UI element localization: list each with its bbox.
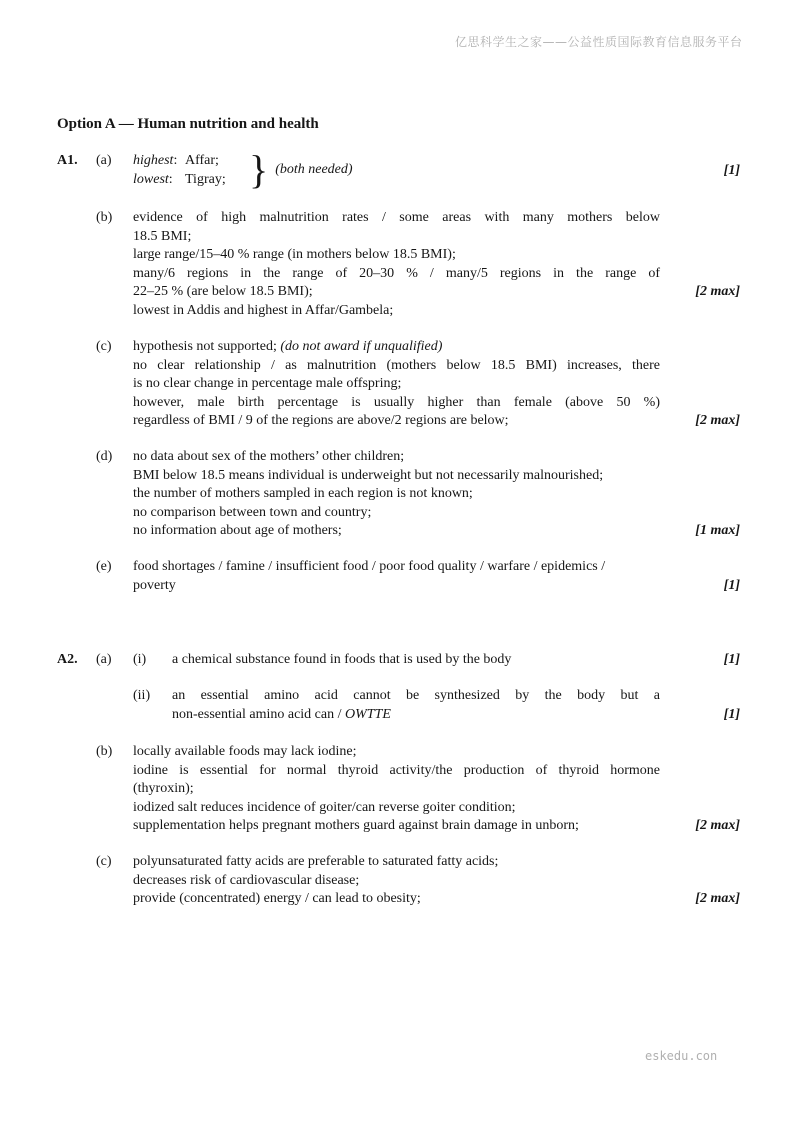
question-number: A2. [57, 652, 78, 667]
answer-line [133, 375, 740, 394]
answer-line-text: iodized salt reduces incidence of goiter/can reverse goiter condition; [133, 799, 516, 815]
part-label: (e) [96, 559, 112, 574]
values-column [185, 152, 249, 189]
part-label: (b) [96, 744, 113, 759]
answer-line-text: BMI below 18.5 means individual is underweight but not necessarily malnourished; [133, 467, 604, 483]
brace-glyph: } [249, 146, 269, 192]
answer-line-text: polyunsaturated fatty acids are preferable to saturated fatty acids; [133, 854, 499, 869]
answer-line-text: provide (concentrated) energy / can lead to obesity; [133, 891, 421, 906]
answer-line-text: 22–25 % (are below 18.5 BMI); [133, 284, 313, 299]
marks-badge: [2 max] [695, 818, 740, 833]
highest-value: Affar; [185, 153, 219, 168]
section-title-block [57, 115, 740, 134]
part-body [133, 651, 740, 670]
answer-line [133, 485, 740, 504]
part-body [133, 558, 740, 595]
answer-line-text: no comparison between town and country; [133, 504, 372, 520]
answer-line-text: non-essential amino acid can / OWTTE [172, 706, 391, 722]
marks-badge: [2 max] [695, 413, 740, 428]
highest-label: highest: [133, 153, 178, 168]
answer-line-text: locally available foods may lack iodine; [133, 744, 357, 759]
marks-badge: [2 max] [695, 284, 740, 299]
answer-line-text: large range/15–40 % range (in mothers below 18.5 BMI); [133, 247, 456, 262]
answer-line [133, 853, 740, 872]
marks-badge: [1 max] [695, 523, 740, 538]
highest-lowest-cluster [133, 146, 740, 192]
part-body [133, 146, 740, 192]
answer-line [133, 577, 740, 596]
marks-badge: [1] [723, 652, 740, 667]
answer-line-text: the number of mothers sampled in each region is not known; [133, 486, 473, 501]
answer-line [172, 706, 740, 725]
subpart-label: (ii) [133, 688, 151, 703]
answer-line [133, 246, 740, 265]
answer-line [172, 687, 740, 706]
part-label: (d) [96, 449, 113, 464]
answer-line-text: food shortages / famine / insufficient food / poor food quality / warfare / epidemics / [133, 559, 606, 574]
labels-column [133, 152, 185, 189]
part-label: (a) [96, 652, 112, 667]
part-label: (b) [96, 210, 113, 225]
part-label: (c) [96, 339, 112, 354]
answer-a2aii [57, 687, 740, 724]
answer-line-text: iodine is essential for normal thyroid activity/the production of thyroid hormone [133, 762, 660, 778]
answer-a2ai [57, 651, 740, 670]
answer-line-text: decreases risk of cardiovascular disease; [133, 872, 360, 888]
subpart-label: (i) [133, 652, 147, 667]
answer-line [133, 394, 740, 413]
part-body [133, 687, 740, 724]
answer-line-text: (thyroxin); [133, 781, 194, 796]
answer-a1e [57, 558, 740, 595]
question-number: A1. [57, 153, 78, 168]
answer-line-text: many/6 regions in the range of 20–30 % / many/5 regions in the range of [133, 265, 660, 281]
answer-line [133, 799, 740, 818]
part-label: (c) [96, 854, 112, 869]
lowest-label: lowest: [133, 171, 173, 187]
answer-line [133, 338, 740, 357]
subpart-body [172, 651, 740, 670]
part-body [133, 853, 740, 909]
answer-line [133, 228, 740, 247]
answer-line-text: a chemical substance found in foods that is used by the body [172, 652, 512, 667]
answer-line [133, 302, 740, 321]
header-watermark: 亿思科学生之家——公益性质国际教育信息服务平台 [455, 35, 743, 49]
page-title: Option A — Human nutrition and health [57, 116, 319, 132]
answer-line [133, 558, 740, 577]
answer-line [133, 780, 740, 799]
answer-line-text: however, male birth percentage is usually higher than female (above 50 %) [133, 394, 660, 410]
answer-a1d [57, 448, 740, 541]
answer-line-text: poverty [133, 577, 176, 593]
answer-a2b [57, 743, 740, 836]
answer-line-text: no information about age of mothers; [133, 523, 342, 538]
answer-line [133, 209, 740, 228]
answer-a1b [57, 209, 740, 320]
answer-line [133, 872, 740, 891]
footer-watermark: eskedu.con [645, 1049, 718, 1063]
answer-line [133, 504, 740, 523]
part-body [133, 209, 740, 320]
answer-line [172, 651, 740, 670]
marks-badge: [1] [723, 577, 740, 593]
answer-a1a [57, 146, 740, 192]
answer-line [133, 522, 740, 541]
answer-line [133, 743, 740, 762]
answer-line-text: evidence of high malnutrition rates / some areas with many mothers below [133, 210, 660, 225]
subpart [133, 651, 740, 670]
answer-line [133, 762, 740, 781]
part-label: (a) [96, 153, 112, 168]
part-body [133, 448, 740, 541]
part-body [133, 743, 740, 836]
marks-badge: [1] [723, 162, 740, 178]
answer-line-text: lowest in Addis and highest in Affar/Gambela; [133, 302, 394, 318]
answer-line [133, 817, 740, 836]
marks-badge: [2 max] [695, 891, 740, 906]
answer-a2c [57, 853, 740, 909]
answer-line [133, 448, 740, 467]
answer-line-text: supplementation helps pregnant mothers guard against brain damage in unborn; [133, 818, 579, 833]
answer-line [133, 890, 740, 909]
answer-line-text: no clear relationship / as malnutrition (mothers below 18.5 BMI) increases, there [133, 357, 660, 373]
answer-line-text: hypothesis not supported; (do not award if unqualified) [133, 339, 443, 354]
answer-line [133, 265, 740, 284]
answer-line [133, 283, 740, 302]
answer-line-text: is no clear change in percentage male offspring; [133, 376, 402, 391]
subpart [133, 687, 740, 724]
subpart-body [172, 687, 740, 724]
answer-a1c [57, 338, 740, 431]
marks-badge: [1] [723, 706, 740, 722]
lowest-value: Tigray; [185, 171, 226, 187]
answer-line [133, 412, 740, 431]
answer-line [133, 357, 740, 376]
answer-line-text: 18.5 BMI; [133, 228, 192, 244]
answer-line-text: regardless of BMI / 9 of the regions are above/2 regions are below; [133, 413, 509, 428]
answer-line [133, 467, 740, 486]
part-body [133, 338, 740, 431]
answer-line-text: no data about sex of the mothers’ other children; [133, 449, 405, 464]
answer-line-text: an essential amino acid cannot be synthesized by the body but a [172, 688, 660, 703]
both-needed-note: (both needed) [275, 162, 353, 178]
